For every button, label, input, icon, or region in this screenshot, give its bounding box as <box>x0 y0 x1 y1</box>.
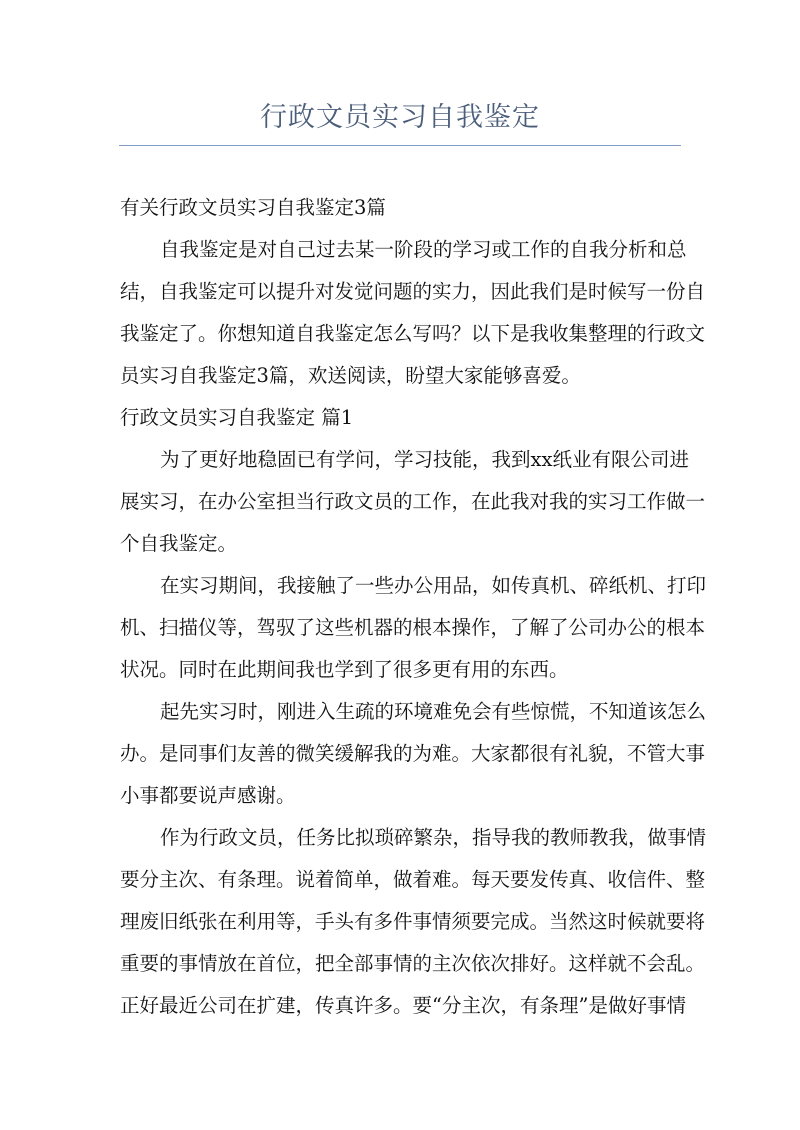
paragraph <box>120 565 707 691</box>
paragraph <box>120 691 707 817</box>
section-title: 行政文员实习自我鉴定 篇1 <box>120 406 354 429</box>
paragraph <box>120 439 706 565</box>
paragraph-line: 员实习自我鉴定3篇，欢送阅读，盼望大家能够喜爱。 <box>120 364 581 387</box>
paragraph-line: 要分主次、有条理。说着简单，做着难。每天要发传真、收信件、整 <box>120 868 706 891</box>
paragraph-line: 状况。同时在此期间我也学到了很多更有用的东西。 <box>120 658 569 681</box>
document-title: 行政文员实习自我鉴定 <box>260 102 540 133</box>
section-body <box>120 439 707 1027</box>
paragraph-line: 为了更好地稳固已有学问，学习技能，我到xx纸业有限公司进 <box>160 448 689 471</box>
paragraph-line: 自我鉴定是对自己过去某一阶段的学习或工作的自我分析和总 <box>160 238 687 261</box>
paragraph-line: 办。是同事们友善的微笑缓解我的为难。大家都很有礼貌，不管大事 <box>120 742 706 765</box>
document-heading: 有关行政文员实习自我鉴定3篇 <box>120 196 386 219</box>
paragraph-line: 在实习期间，我接触了一些办公用品，如传真机、碎纸机、打印 <box>160 574 707 597</box>
paragraph-line: 重要的事情放在首位，把全部事情的主次依次排好。这样就不会乱。 <box>120 952 706 975</box>
paragraph-line: 小事都要说声感谢。 <box>120 784 296 807</box>
paragraph-line: 展实习，在办公室担当行政文员的工作，在此我对我的实习工作做一 <box>120 490 706 513</box>
paragraph-line: 正好最近公司在扩建，传真许多。要“分主次，有条理”是做好事情 <box>120 994 686 1017</box>
paragraph-line: 个自我鉴定。 <box>120 532 238 555</box>
intro-paragraph <box>120 229 706 397</box>
paragraph-line: 我鉴定了。你想知道自我鉴定怎么写吗？以下是我收集整理的行政文 <box>120 322 706 345</box>
paragraph-line: 机、扫描仪等，驾驭了这些机器的根本操作，了解了公司办公的根本 <box>120 616 706 639</box>
paragraph <box>120 817 707 1027</box>
paragraph-line: 结，自我鉴定可以提升对发觉问题的实力，因此我们是时候写一份自 <box>120 280 706 303</box>
document-body <box>120 187 707 1027</box>
paragraph-line: 作为行政文员，任务比拟琐碎繁杂，指导我的教师教我，做事情 <box>160 826 707 849</box>
paragraph-line: 理废旧纸张在利用等，手头有多件事情须要完成。当然这时候就要将 <box>120 910 706 933</box>
title-divider <box>119 145 681 146</box>
paragraph-line: 起先实习时，刚进入生疏的环境难免会有些惊慌，不知道该怎么 <box>160 700 707 723</box>
